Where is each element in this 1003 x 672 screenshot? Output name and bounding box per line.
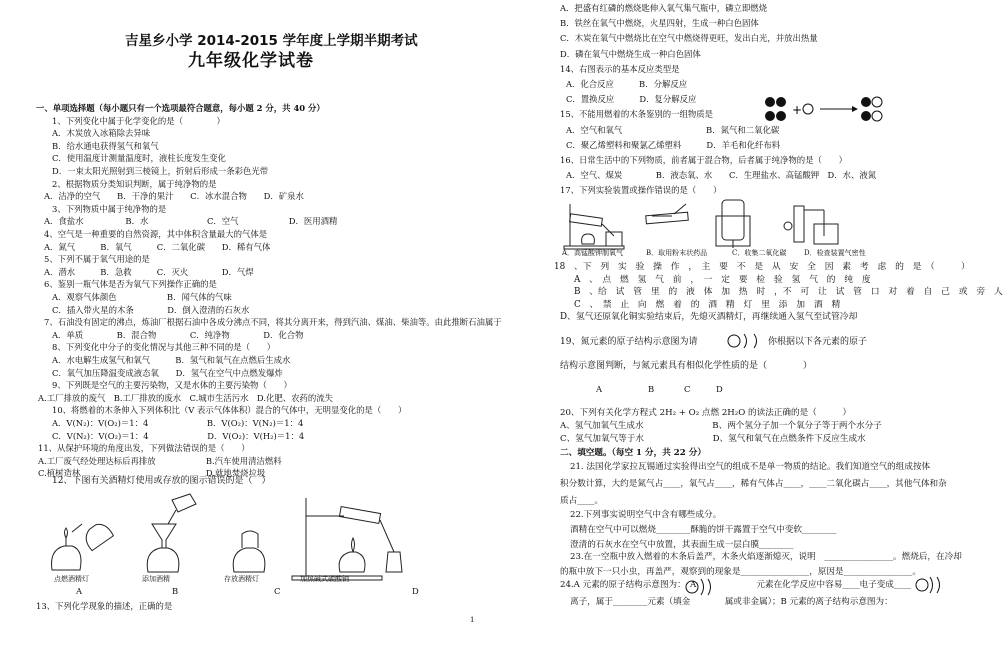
right-lines-top-line: 16、日常生活中的下列物质，前者属于混合物，后者属于纯净物的是（ ） (560, 155, 848, 165)
right-lines-top-line: 17、下列实验装置或操作错误的是（ ） (560, 185, 722, 196)
q18-line: 18 、下 列 实 验 操 作 ， 主 要 不 是 从 安 全 因 素 考 虑 的 是 （ ） (554, 262, 970, 272)
left-lines-line: A．V(N₂)：V(O₂)＝1：4 B．V(O₂)：V(N₂)＝1：4 (52, 418, 304, 428)
question-19-part3: 结构示意图判断，与氮元素具有相似化学性质的是（ ） (560, 361, 813, 371)
fill-in-line: 21. 法国化学家拉瓦锡通过实验得出空气的组成不是单一物质的结论。我们知道空气的组成按体 (570, 462, 931, 472)
q18-line: A 、 点 燃 氢 气 前 ， 一 定 要 检 验 氢 气 的 纯 度 (574, 274, 871, 285)
q19-letter-d: D (716, 384, 723, 394)
left-lines-line: C．氧气加压降温变成液态氧 D．氢气在空气中点燃发爆炸 (52, 367, 283, 378)
option-b-letter: B (172, 586, 179, 596)
left-lines-line: 2、根据物质分类知识判断，属于纯净物的是 (52, 178, 217, 189)
fill-in-line: 22.下列事实说明空气中含有哪些成分。 (570, 510, 722, 520)
right-column (478, 0, 1003, 672)
left-lines-line: 1、下列变化中属于化学变化的是（ ） (52, 115, 225, 126)
right-lines-top-line: 14、右图表示的基本反应类型是 (560, 63, 680, 74)
left-lines-line: A．氮气 B．氧气 C．二氧化碳 D．稀有气体 (44, 241, 271, 252)
fill-in-line: 24.A 元素的原子结构示意图为： A 元素在化学反应中容易____电子变成____ (560, 580, 912, 590)
fill-in-line: 23.在一空瓶中放入燃着的木条后盖严，木条火焰逐渐熄灭，说明 ________________。燃烧后，在冷却 (570, 552, 962, 562)
atom-b-structure (914, 574, 946, 596)
option-d-letter: D (412, 586, 419, 596)
fill-in-line: C、氢气加氧气等于水 D、氢气和氧气在点燃条件下反应生成水 (560, 434, 866, 444)
lab-apparatus-figures (562, 196, 862, 252)
left-lines-line: 11、从保护环境的角度出发，下列做法错误的是（ ） (38, 443, 250, 454)
q18-line: C 、 禁 止 向 燃 着 的 酒 精 灯 里 添 加 酒 精 (574, 299, 841, 310)
fill-in-line: A、氢气加氧气生成水 B、两个氢分子加一个氧分子等于两个水分子 (560, 421, 882, 431)
q17-caption-c: C．收集二氧化碳 (732, 249, 787, 257)
caption-a: 点燃酒精灯 (54, 575, 89, 583)
caption-d: 加热碱式碳酸铜 (300, 575, 349, 583)
left-lines-line: A．木炭放入冰箱除去异味 (52, 128, 151, 139)
page-number: 1 (470, 616, 475, 624)
left-lines-line: A.工厂废气经处理达标后再排放 B.汽车使用清洁燃料 (38, 455, 282, 466)
right-lines-top-line: C．聚乙烯塑料和聚氯乙烯塑料 D．羊毛和化纤布料 (566, 139, 781, 150)
right-lines-top-line: A．空气和氧气 B．氮气和二氧化碳 (566, 124, 780, 135)
right-lines-top-line: A．把盛有红磷的燃烧匙伸入氧气集气瓶中，磷立即燃烧 (560, 3, 768, 13)
question-19-part2: 你根据以下各元素的原子 (768, 337, 868, 347)
right-lines-top-line: C．木炭在氧气中燃烧比在空气中燃烧得更旺，发出白光，并放出热量 (560, 33, 818, 44)
left-lines-line: A．单质 B．混合物 C．纯净物 D．化合物 (52, 329, 304, 340)
fill-in-line: 质占____。 (560, 496, 603, 506)
fill-in-line: 澄清的石灰水在空气中放置，其表面生成一层白膜________ (570, 540, 794, 550)
figure-c-storing-lamp (233, 531, 265, 572)
fill-in-line: 20、下列有关化学方程式 2H₂ + O₂ 点燃 2H₂O 的读法正确的是（ ） (560, 408, 852, 418)
left-lines-line: C．使用温度计测量温度时，液柱长度发生变化 (52, 153, 226, 164)
right-lines-top-line: C．置换反应 D．复分解反应 (566, 94, 697, 105)
q18-line: B 、给 试 管 里 的 液 体 加 热 时 ，不 可 让 试 管 口 对 着 自 己 或 旁 人 (574, 287, 1003, 297)
q19-letter-c: C (684, 384, 691, 394)
right-lines-top-line: A．化合反应 B．分解反应 (566, 79, 688, 89)
caption-b: 添加酒精 (142, 575, 170, 583)
question-19-part1: 19、氮元素的原子结构示意图为请 (560, 337, 698, 347)
fill-in-line: 积分数计算，大约是氮气占____，氧气占____，稀有气体占____，____二氧化碳占____，其他气体和杂 (560, 479, 947, 489)
left-lines-line: A.工厂排放的废气 B.工厂排放的废水 C.城市生活污水 D.化肥、农药的流失 (38, 392, 333, 403)
figure-collect-co2 (716, 200, 750, 248)
left-lines-line: 5、下列不属于氧气用途的是 (44, 254, 150, 265)
left-lines-line: C．V(N₂)：V(O₂)＝1：4 D．V(O₂)：V(H₂)＝1：4 (52, 430, 305, 441)
fill-in-line: 的瓶中放下一只小虫，再盖严，观察到的现象是________________，原因是________________。 (560, 567, 921, 577)
left-lines-line: A．水电解生成氢气和氧气 B．氢气和氧气在点燃后生成水 (52, 355, 291, 365)
option-a-letter: A (76, 586, 83, 596)
left-lines-line: 9、下列既是空气的主要污染物，又是水体的主要污染物（ ） (52, 380, 292, 391)
caption-c: 存放酒精灯 (224, 575, 259, 583)
left-lines-line: B．给水通电获得氢气和氧气 (52, 140, 159, 151)
left-lines-line: A．食盐水 B．水 C．空气 D．医用酒精 (44, 216, 338, 227)
left-lines-line: A．潜水 B．急救 C．灭火 D．气焊 (44, 266, 254, 277)
nitrogen-atom-structure (726, 331, 766, 351)
figure-a-lighting-lamp (52, 520, 114, 570)
exam-title: 吉星乡小学 2014-2015 学年度上学期半期考试 (125, 33, 418, 49)
svg-text:+: + (792, 103, 803, 117)
figure-kmno4-oxygen (564, 204, 624, 249)
exam-subtitle: 九年级化学试卷 (188, 51, 314, 71)
left-lines-line: 10、将燃着的木条伸入下列体积比（V 表示气体体积）混合的气体中，无明显变化的是（ ） (52, 405, 407, 416)
fill-in-line: 二、填空题。（每空 1 分，共 22 分） (560, 448, 706, 458)
figure-airtightness-check (784, 206, 838, 244)
figure-d-heating-apparatus (292, 498, 402, 580)
question-12: 12、下图有关酒精灯使用或存放的图示错误的是（ ） (52, 476, 271, 486)
right-lines-top-line: A．空气、煤炭 B．液态氧、水 C．生理盐水、高锰酸钾 D．水、液氮 (566, 170, 877, 181)
left-lines-line: C.植树造林 D.就地焚烧垃圾 (38, 468, 266, 479)
left-lines-line: 6、鉴别一瓶气体是否为氧气下列操作正确的是 (44, 279, 217, 290)
q17-caption-d: D．检查装置气密性 (804, 249, 866, 257)
figure-b-adding-alcohol (147, 494, 196, 572)
reaction-diagram (760, 92, 900, 128)
left-lines-line: A．洁净的空气 B．干净的果汁 C．冰水混合物 D．矿泉水 (44, 191, 304, 202)
left-lines-line: 7、石油没有固定的沸点，炼油厂根据石油中各成分沸点不同，将其分离开来，得到汽油、煤油、柴油等。由此推断石油属于 (44, 317, 502, 328)
left-lines-line: 一、单项选择题（每小题只有一个选项最符合题意，每小题 2 分，共 40 分） (36, 103, 325, 113)
right-lines-top-line: B．铁丝在氧气中燃烧，火星四射，生成一种白色固体 (560, 18, 759, 29)
q19-letter-b: B (648, 384, 655, 394)
atom-a-structure (684, 576, 718, 598)
q17-caption-b: B．取用粉末状药品 (646, 249, 708, 257)
figure-powder-sampling (646, 204, 689, 224)
left-lines-line: D．一束太阳光照射到三棱镜上，折射后形成一条彩色光带 (52, 166, 269, 176)
left-lines-line: 3、下列物质中属于纯净物的是 (52, 203, 167, 214)
right-lines-top-line: D．磷在氧气中燃烧生成一种白色固体 (560, 48, 701, 59)
left-lines-line: A．观察气体颜色 B．闻气体的气味 (52, 292, 232, 302)
q18-line: D、氢气还原氧化铜实验结束后，先熄灭酒精灯，再继续通入氢气至试管冷却 (560, 312, 858, 322)
q17-caption-a: A．高锰酸钾制氧气 (562, 249, 624, 257)
fill-in-line: 离子，属于________元素（填金 属或非金属）；B 元素的离子结构示意图为： (570, 597, 893, 607)
right-lines-top-line: 15、不能用燃着的木条鉴别的一组物质是 (560, 109, 714, 120)
left-lines-line: 4、空气是一种重要的自然资源，其中体积含量最大的气体是 (44, 229, 268, 239)
left-lines-line: 8、下列变化中分子的变化情况与其他三种不同的是（ ） (52, 342, 276, 353)
option-c-letter: C (274, 586, 281, 596)
left-lines-line: C．插入带火星的木条 D．倒入澄清的石灰水 (52, 304, 250, 315)
fill-in-line: 酒精在空气中可以燃烧________酥脆的饼干露置于空气中变软________ (570, 525, 837, 535)
question-13: 13、下列化学现象的描述，正确的是 (36, 601, 173, 611)
q19-letter-a: A (596, 384, 603, 394)
